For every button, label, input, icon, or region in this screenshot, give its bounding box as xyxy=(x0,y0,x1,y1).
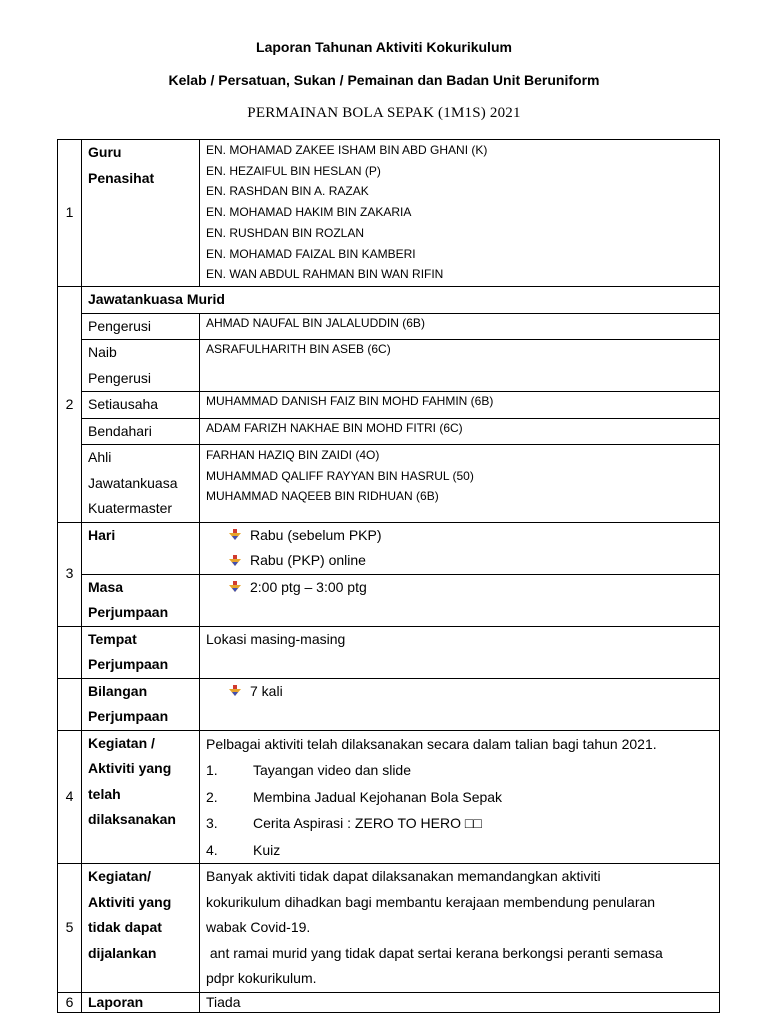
treasurer-value: ADAM FARIZH NAKHAE BIN MOHD FITRI (6C) xyxy=(200,418,720,445)
bullet-item xyxy=(206,679,719,705)
activities-not-done-cell xyxy=(200,864,720,993)
member-name: FARHAN HAZIQ BIN ZAIDI (4O) xyxy=(206,448,380,462)
bullet-item xyxy=(206,523,719,549)
report-subtitle: Kelab / Persatuan, Sukan / Pemainan dan Badan Unit Beruniform xyxy=(168,72,600,88)
day-label: Hari xyxy=(82,522,200,574)
row-number: 1 xyxy=(58,140,82,287)
committee-member-list xyxy=(200,445,720,523)
report-row xyxy=(58,992,720,1012)
label-line: Bilangan xyxy=(88,682,148,699)
label-line: Perjumpaan xyxy=(88,604,169,620)
down-arrow-bullet-icon xyxy=(229,581,243,593)
activities-intro: Pelbagai aktiviti telah dilaksanakan secara dalam talian bagi tahun 2021. xyxy=(206,735,657,752)
chairman-label: Pengerusi xyxy=(82,313,200,340)
label-line: Tempat xyxy=(88,630,137,647)
row-number: 3 xyxy=(58,522,82,626)
time-value: 2:00 ptg – 3:00 ptg xyxy=(250,578,367,595)
label-line: Jawatankuasa xyxy=(88,474,178,491)
item-text: Tayangan video dan slide xyxy=(253,762,412,778)
activity-item xyxy=(206,837,719,864)
teacher-name: EN. MOHAMAD ZAKEE ISHAM BIN ABD GHANI (K) xyxy=(206,143,488,157)
committee-member-label xyxy=(82,445,200,523)
item-number: 3. xyxy=(206,815,218,831)
label-line: Guru xyxy=(88,144,122,160)
meeting-count-cell xyxy=(200,678,720,730)
label-line: Aktiviti yang xyxy=(88,893,172,910)
item-number: 2. xyxy=(206,788,218,805)
activities-done-label xyxy=(82,730,200,864)
item-text: Membina Jadual Kejohanan Bola Sepak xyxy=(253,788,503,805)
down-arrow-bullet-icon xyxy=(229,685,243,697)
label-line: telah xyxy=(88,785,121,802)
bullet-item xyxy=(206,575,719,601)
teacher-name: EN. WAN ABDUL RAHMAN BIN WAN RIFIN xyxy=(206,267,444,282)
row-number: 4 xyxy=(58,730,82,864)
committee-heading: Jawatankuasa Murid xyxy=(82,287,720,314)
time-cell xyxy=(200,574,720,626)
label-line: dilaksanakan xyxy=(88,811,176,827)
label-line: tidak dapat xyxy=(88,919,162,935)
teacher-name: EN. MOHAMAD HAKIM BIN ZAKARIA xyxy=(206,205,412,220)
label-line: Ahli xyxy=(88,449,112,465)
label-line: Kuatermaster xyxy=(88,500,173,516)
treasurer-label: Bendahari xyxy=(82,418,200,445)
label-line: Penasihat xyxy=(88,169,155,186)
place-value: Lokasi masing-masing xyxy=(200,626,720,678)
meeting-count-label xyxy=(82,678,200,730)
text-line: kokurikulum dihadkan bagi membantu kerajaan membendung penularan xyxy=(206,893,656,910)
report-table xyxy=(57,139,720,1013)
secretary-label: Setiausaha xyxy=(82,392,200,419)
activity-item xyxy=(206,757,719,784)
activities-not-done-label xyxy=(82,864,200,993)
item-text: Cerita Aspirasi : ZERO TO HERO □□ xyxy=(253,815,482,831)
advisor-label xyxy=(82,140,200,287)
text-line: pdpr kokurikulum. xyxy=(206,970,317,986)
chairman-value: AHMAD NAUFAL BIN JALALUDDIN (6B) xyxy=(200,313,720,340)
text-line: ant ramai murid yang tidak dapat sertai kerana berkongsi peranti semasa xyxy=(206,944,663,961)
down-arrow-bullet-icon xyxy=(229,529,243,541)
place-label xyxy=(82,626,200,678)
label-line: Aktiviti yang xyxy=(88,760,172,776)
row-number: 5 xyxy=(58,864,82,993)
label-line: Kegiatan/ xyxy=(88,868,152,884)
day-item: Rabu (sebelum PKP) xyxy=(250,526,382,543)
club-name: PERMAINAN BOLA SEPAK (1M1S) 2021 xyxy=(247,105,521,121)
vice-chairman-label xyxy=(82,340,200,392)
day-list xyxy=(200,522,720,574)
activity-item xyxy=(206,810,719,837)
activities-done-row xyxy=(58,730,720,864)
item-number: 4. xyxy=(206,841,218,858)
item-text: Kuiz xyxy=(253,841,281,858)
text-line: wabak Covid-19. xyxy=(206,919,311,935)
secretary-value: MUHAMMAD DANISH FAIZ BIN MOHD FAHMIN (6B) xyxy=(200,392,720,419)
meeting-count-value: 7 kali xyxy=(250,682,283,699)
label-line: Naib xyxy=(88,344,117,360)
teacher-name: EN. RASHDAN BIN A. RAZAK xyxy=(206,184,369,199)
text-line: Banyak aktiviti tidak dapat dilaksanakan memandangkan aktiviti xyxy=(206,868,601,884)
report-label: Laporan xyxy=(82,992,200,1012)
row-number-empty xyxy=(58,626,82,678)
day-item: Rabu (PKP) online xyxy=(250,552,366,568)
label-line: dijalankan xyxy=(88,944,157,961)
activity-item xyxy=(206,784,719,811)
report-value: Tiada xyxy=(200,992,720,1012)
row-number-empty xyxy=(58,678,82,730)
label-line: Perjumpaan xyxy=(88,708,169,724)
vice-chairman-value: ASRAFULHARITH BIN ASEB (6C) xyxy=(200,340,720,392)
row-number: 2 xyxy=(58,287,82,523)
report-title: Laporan Tahunan Aktiviti Kokurikulum xyxy=(256,39,512,55)
member-name: MUHAMMAD NAQEEB BIN RIDHUAN (6B) xyxy=(206,489,439,503)
activities-done-cell xyxy=(200,730,720,864)
teacher-name: EN. HEZAIFUL BIN HESLAN (P) xyxy=(206,163,381,178)
label-line: Kegiatan / xyxy=(88,734,155,751)
row-number: 6 xyxy=(58,992,82,1012)
teacher-name: EN. RUSHDAN BIN ROZLAN xyxy=(206,225,365,240)
time-label xyxy=(82,574,200,626)
bullet-item xyxy=(206,548,719,574)
member-name: MUHAMMAD QALIFF RAYYAN BIN HASRUL (50) xyxy=(206,468,474,483)
label-line: Masa xyxy=(88,578,124,595)
teacher-name: EN. MOHAMAD FAIZAL BIN KAMBERI xyxy=(206,246,416,261)
activities-not-done-row xyxy=(58,864,720,993)
down-arrow-bullet-icon xyxy=(229,555,243,567)
item-number: 1. xyxy=(206,762,218,778)
label-line: Pengerusi xyxy=(88,369,152,386)
label-line: Perjumpaan xyxy=(88,656,169,672)
advisor-row xyxy=(58,140,720,287)
teacher-list xyxy=(200,140,720,287)
